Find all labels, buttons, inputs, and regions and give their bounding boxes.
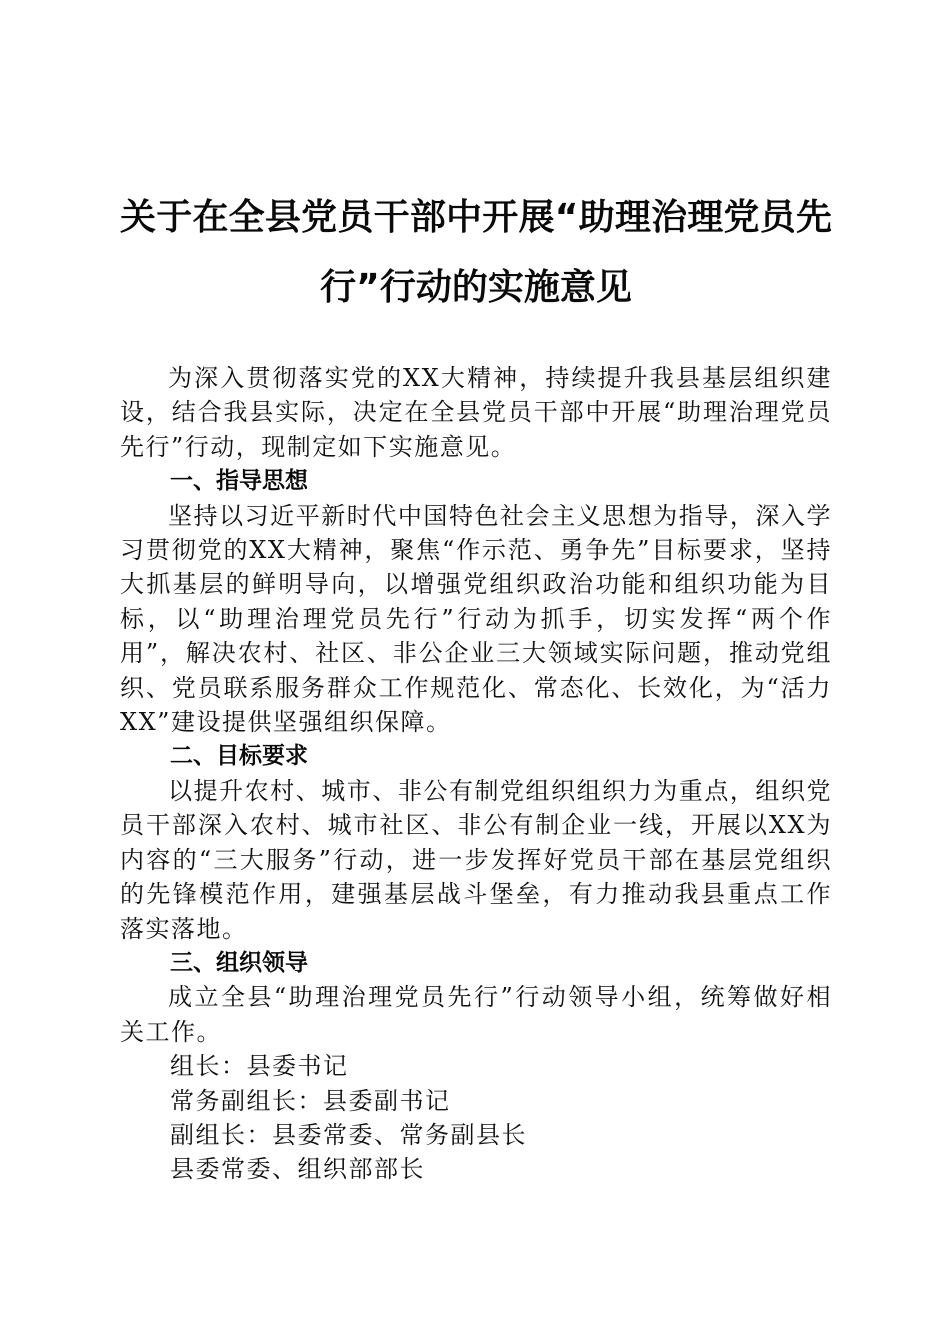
section-heading-goals: 二、目标要求 <box>170 743 308 770</box>
section-heading-leadership: 三、组织领导 <box>170 949 308 976</box>
document-body <box>120 361 832 1187</box>
section-paragraph-goals: 以提升农村、城市、非公有制党组织组织力为重点，组织党员干部深入农村、城市社区、非公有制企业一线，开展以XX为内容的“三大服务”行动，进一步发挥好党员干部在基层党组织的先锋模范作用，建强基层战斗堡垒，有力推动我县重点工作落实落地。 <box>120 776 832 943</box>
document-title-line-2: 行”行动的实施意见 <box>320 267 632 308</box>
section-heading-guiding-ideology: 一、指导思想 <box>170 468 308 495</box>
member-line-leader: 组长：县委书记 <box>170 1052 349 1081</box>
section-paragraph-leadership: 成立全县“助理治理党员先行”行动领导小组，统筹做好相关工作。 <box>120 983 832 1046</box>
intro-paragraph: 为深入贯彻落实党的XX大精神，持续提升我县基层组织建设，结合我县实际，决定在全县党员干部中开展“助理治理党员先行”行动，现制定如下实施意见。 <box>120 364 832 461</box>
document-title-line-1: 关于在全县党员干部中开展“助理治理党员先 <box>120 197 832 238</box>
section-paragraph-guiding-ideology: 坚持以习近平新时代中国特色社会主义思想为指导，深入学习贯彻党的XX大精神，聚焦“作示范、勇争先”目标要求，坚持大抓基层的鲜明导向，以增强党组织政治功能和组织功能为目标，以“助理治理党员先行”行动为抓手，切实发挥“两个作用”，解决农村、社区、非公企业三大领域实际问题，推动党组织、党员联系服务群众工作规范化、常态化、长效化，为“活力XX”建设提供坚强组织保障。 <box>120 501 832 737</box>
member-line-organization-head: 县委常委、组织部部长 <box>170 1155 425 1184</box>
member-line-deputy: 副组长：县委常委、常务副县长 <box>170 1120 527 1149</box>
member-line-executive-deputy: 常务副组长：县委副书记 <box>170 1086 451 1115</box>
